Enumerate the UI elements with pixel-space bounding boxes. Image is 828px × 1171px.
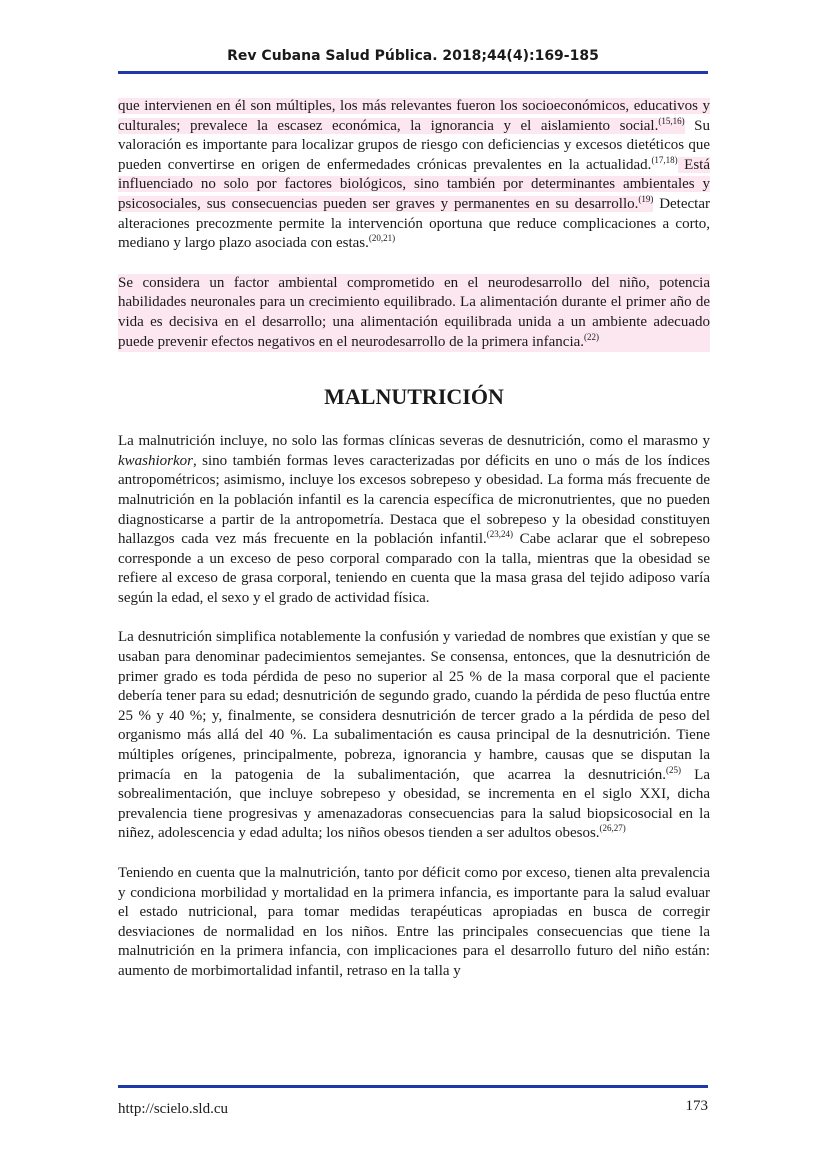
highlighted-text [118, 98, 710, 134]
text-run: Teniendo en cuenta que la malnutrición, tanto por déficit como por exceso, tienen alta prevalencia y condiciona morbilidad y mortalidad en la primera infancia, es importante para la salud evaluar el estado nutricional, para tomar medidas terapéuticas apropiadas en busca de corregir desviaciones de normalidad en los niños. Entre las principales consecuencias que tiene la malnutrición en la primera infancia, con implicaciones para el desarrollo futuro del niño están: aumento de morbimortalidad infantil, retraso en la talla y [118, 865, 710, 979]
text-run: Su valoración es importante para localizar grupos de riesgo con deficiencias y excesos dietéticos que pueden convertirse en origen de enfermedades crónicas prevalentes en la actualidad. [118, 117, 710, 173]
text-run: La malnutrición incluye, no solo las formas clínicas severas de desnutrición, como el marasmo y [118, 433, 710, 450]
text-run: Se considera un factor ambiental comprometido en el neurodesarrollo del niño, potencia habilidades neuronales para un crecimiento equilibrado. La alimentación durante el primer año de vida es decisiva en el desarrollo; una alimentación equilibrada unida a un ambiente adecuado puede prevenir efectos negativos en el neurodesarrollo de la primera infancia. [118, 274, 710, 350]
text-run: La desnutrición simplifica notablemente la confusión y variedad de nombres que existían y que se usaban para denominar padecimientos semejantes. Se consensa, entonces, que la desnutrición de primer grado es toda pérdida de peso no superior al 25 % de la masa corporal que el paciente debería tener para su edad; desnutrición de segundo grado, cuando la pérdida de peso fluctúa entre 25 % y 40 %; y, finalmente, se considera desnutrición de tercer grado a la pérdida de peso del organismo más allá del 40 %. La subalimentación es causa principal de la desnutrición. Tiene múltiples orígenes, principalmente, pobreza, ignorancia y hambre, causas que se disputan la primacía en la patogenia de la subalimentación, que acarrea la desnutrición. [118, 629, 710, 783]
text-run: La sobrealimentación, que incluye sobrepeso y obesidad, se incrementa en el siglo XXI, dicha prevalencia tiene progresivas y amenazadoras consecuencias para la salud biopsicosocial en la niñez, adolescencia y edad adulta; los niños obesos tienden a ser adultos obesos. [118, 766, 710, 842]
paragraph-3 [118, 432, 710, 608]
citation: (20,21) [368, 233, 396, 244]
citation: (25) [666, 764, 682, 775]
header-rule [118, 71, 708, 74]
article-body [118, 97, 710, 982]
citation: (15,16) [658, 115, 685, 126]
text-run: que intervienen en él son múltiples, los más relevantes fueron los socioeconómicos, educativos y culturales; prevalece la escasez económica, la ignorancia y el aislamiento social. [118, 98, 710, 134]
paragraph-5 [118, 864, 710, 982]
paragraph-1 [118, 97, 710, 254]
footer-url: http://scielo.sld.cu [118, 1101, 228, 1117]
page-number: 173 [685, 1098, 708, 1114]
text-run: , sino también formas leves caracterizadas por déficits en uno o más de los índices antropométricos; asimismo, incluye los excesos sobrepeso y obesidad. La forma más frecuente de malnutrición en la población infantil es la carencia específica de micronutrientes, que no pueden diagnosticarse a partir de la antropometría. Destaca que el sobrepeso y la obesidad constituyen hallazgos cada vez más frecuente en la población infantil. [118, 452, 710, 548]
text-run: Detectar alteraciones precozmente permite la intervención oportuna que reduce complicaciones a corto, mediano y largo plazo asociada con estas. [118, 195, 710, 252]
paragraph-4 [118, 628, 710, 844]
citation: (22) [584, 331, 600, 342]
citation: (19) [638, 193, 654, 204]
text-run: Cabe aclarar que el sobrepeso corresponde a un exceso de peso corporal comparado con la talla, mientras que la obesidad se refiere al exceso de grasa corporal, teniendo en cuenta que la masa grasa del tejido adiposo varía según la edad, el sexo y el grado de actividad física. [118, 531, 711, 606]
paragraph-2 [118, 274, 710, 352]
footer-rule [118, 1085, 708, 1088]
italic-term: kwashiorkor [118, 452, 193, 469]
section-title: MALNUTRICIÓN [324, 384, 504, 410]
citation: (26,27) [599, 823, 626, 834]
running-header: Rev Cubana Salud Pública. 2018;44(4):169-185 [227, 48, 599, 64]
text-run: Está influenciado no solo por factores biológicos, sino también por determinantes ambientales y psicosociales, sus consecuencias pueden ser graves y permanentes en su desarrollo. [118, 156, 711, 212]
citation: (23,24) [486, 529, 514, 540]
citation: (17,18) [651, 154, 678, 165]
